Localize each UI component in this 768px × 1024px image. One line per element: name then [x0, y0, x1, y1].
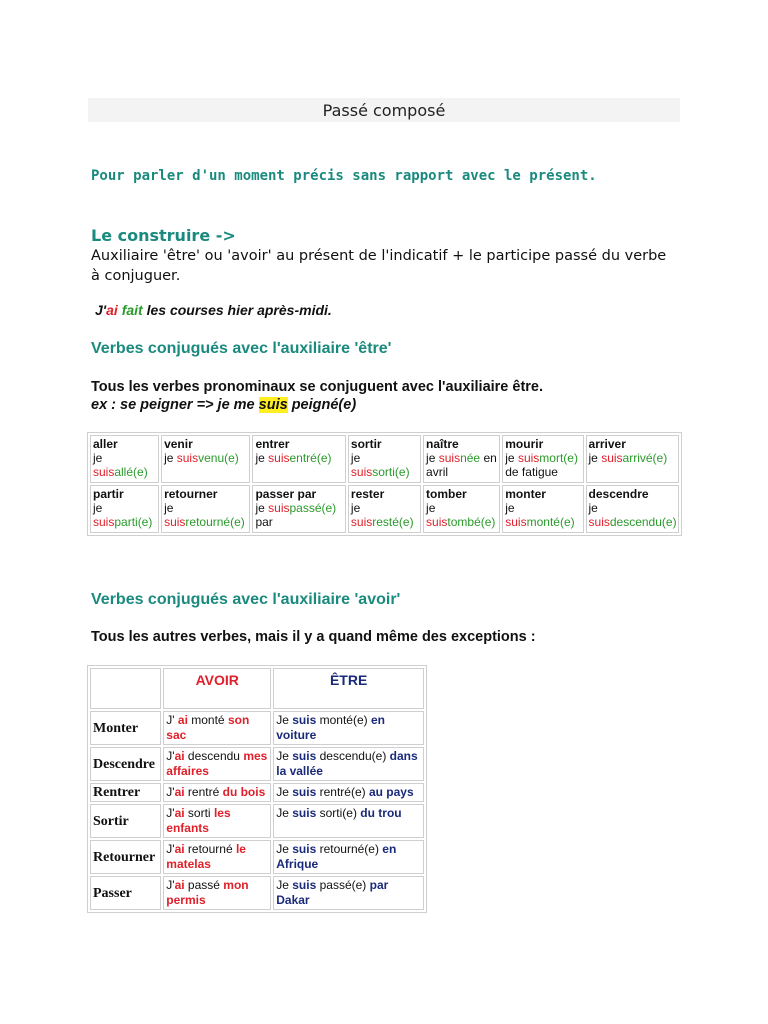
verb-cell: partir je suisparti(e): [90, 485, 159, 533]
avoir-cell: J'ai passé mon permis: [163, 876, 271, 910]
col-avoir-header: AVOIR: [163, 668, 271, 709]
verb-label: venir: [164, 437, 193, 451]
avoir-cell: J'ai retourné le matelas: [163, 840, 271, 874]
verb-label: monter: [505, 487, 546, 501]
verb-label: sortir: [350, 437, 382, 451]
title-bar: [88, 98, 680, 122]
verb-label: rester: [350, 487, 385, 501]
etre-cell: Je suis monté(e) en voiture: [273, 711, 424, 745]
exception-verb: Descendre: [90, 747, 161, 781]
exception-verb: Monter: [90, 711, 161, 745]
etre-cell: Je suis retourné(e) en Afrique: [273, 840, 424, 874]
verb-label: retourner: [164, 487, 218, 501]
avoir-cell: J'ai descendu mes affaires: [163, 747, 271, 781]
etre-cell: Je suis passé(e) par Dakar: [273, 876, 424, 910]
table-row: [90, 711, 424, 745]
etre-section-heading: Verbes conjugués avec l'auxiliaire 'être': [91, 340, 392, 357]
verb-label: mourir: [505, 437, 544, 451]
etre-cell: Je suis descendu(e) dans la vallée: [273, 747, 424, 781]
table-row: [90, 876, 424, 910]
verb-cell: mourir je suismort(e) de fatigue: [502, 435, 583, 483]
intro-text: Pour parler d'un moment précis sans rapport avec le présent.: [91, 168, 597, 184]
verb-cell: naître je suisnée en avril: [423, 435, 500, 483]
verb-cell: venir je suisvenu(e): [161, 435, 250, 483]
verb-label: naître: [426, 437, 459, 451]
table-row: [90, 840, 424, 874]
verb-cell: arriver je suisarrivé(e): [586, 435, 679, 483]
exception-verb: Rentrer: [90, 783, 161, 802]
exception-verb: Retourner: [90, 840, 161, 874]
exception-verb: Sortir: [90, 804, 161, 838]
verb-cell: descendre je suisdescendu(e): [586, 485, 679, 533]
table-row: [90, 747, 424, 781]
etre-section-text: Tous les verbes pronominaux se conjuguent avec l'auxiliaire être. ex : se peigner => je me suis peigné(e): [91, 379, 544, 413]
highlight-suis: suis: [258, 397, 288, 413]
etre-verbs-table: [87, 432, 682, 536]
verb-cell: retourner je suisretourné(e): [161, 485, 250, 533]
avoir-cell: J'ai rentré du bois: [163, 783, 271, 802]
verb-cell: sortir je suissorti(e): [348, 435, 421, 483]
avoir-cell: J'ai sorti les enfants: [163, 804, 271, 838]
table-row: [90, 485, 679, 533]
etre-cell: Je suis sorti(e) du trou: [273, 804, 424, 838]
verb-label: entrer: [255, 437, 290, 451]
verb-label: aller: [93, 437, 118, 451]
page-title: Passé composé: [322, 101, 446, 120]
verb-cell: tomber je suistombé(e): [423, 485, 500, 533]
verb-label: tomber: [426, 487, 467, 501]
verb-cell: aller je suisallé(e): [90, 435, 159, 483]
exception-verb: Passer: [90, 876, 161, 910]
avoir-section-heading: Verbes conjugués avec l'auxiliaire 'avoir': [91, 591, 401, 608]
verb-cell: entrer je suisentré(e): [252, 435, 345, 483]
table-row: [90, 783, 424, 802]
verb-label: partir: [93, 487, 124, 501]
verb-label: arriver: [588, 437, 626, 451]
verb-cell: monter je suismonté(e): [502, 485, 583, 533]
exceptions-header-row: [90, 668, 424, 709]
construire-rule: Auxiliaire 'être' ou 'avoir' au présent de l'indicatif + le participe passé du verbe à conjuguer.: [91, 248, 667, 284]
table-row: [90, 804, 424, 838]
col-etre-header: ÊTRE: [273, 668, 424, 709]
construire-heading: Le construire ->: [91, 226, 236, 245]
table-row: [90, 435, 679, 483]
exceptions-table: [87, 665, 427, 913]
example-sentence: J'ai fait les courses hier après-midi.: [95, 302, 332, 318]
verb-label: passer par: [255, 487, 317, 501]
avoir-section-text: Tous les autres verbes, mais il y a quand même des exceptions :: [91, 629, 536, 645]
etre-cell: Je suis rentré(e) au pays: [273, 783, 424, 802]
verb-cell: passer par je suispassé(e) par: [252, 485, 345, 533]
verb-label: descendre: [588, 487, 649, 501]
verb-cell: rester je suisresté(e): [348, 485, 421, 533]
avoir-cell: J' ai monté son sac: [163, 711, 271, 745]
corner-cell: [90, 668, 161, 709]
